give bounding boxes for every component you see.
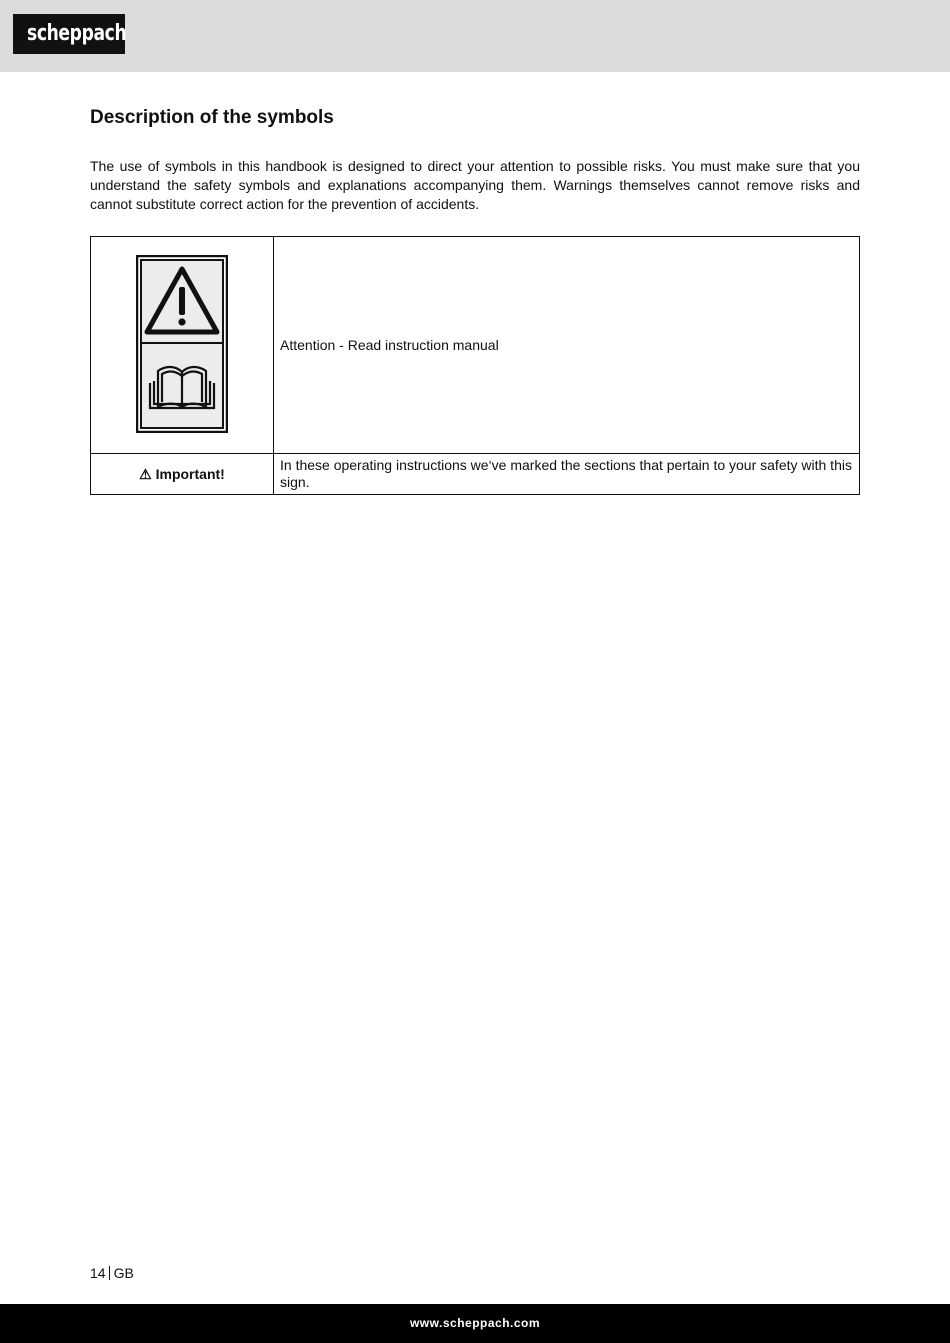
important-description: In these operating instructions we‘ve marked the sections that pertain to your safety with this sign. bbox=[274, 454, 860, 495]
table-row bbox=[91, 237, 860, 454]
intro-paragraph: The use of symbols in this handbook is designed to direct your attention to possible risks. You must make sure that you understand the safety symbols and explanations accompanying them. Warnings themselves cannot remove risks and cannot substitute correct action for the prevention of accidents. bbox=[90, 158, 860, 212]
website-link[interactable]: www.scheppach.com bbox=[409, 1316, 541, 1330]
warning-read-manual-icon bbox=[136, 255, 228, 433]
page-number: 14 bbox=[90, 1265, 106, 1281]
page-separator bbox=[109, 1266, 110, 1280]
warning-triangle-icon: ⚠ bbox=[139, 465, 152, 482]
page-header bbox=[0, 0, 950, 72]
section-title: Description of the symbols bbox=[90, 107, 334, 128]
table-row bbox=[91, 454, 860, 495]
important-label: Important! bbox=[155, 465, 225, 482]
language-code: GB bbox=[113, 1265, 134, 1281]
scheppach-logo: scheppach bbox=[13, 14, 125, 54]
symbols-table bbox=[90, 236, 860, 495]
page-footer-number bbox=[90, 1265, 134, 1281]
symbol-description: Attention - Read instruction manual bbox=[274, 237, 860, 454]
page-footer-bar bbox=[0, 1304, 950, 1343]
symbol-cell bbox=[91, 237, 274, 454]
important-label-cell bbox=[91, 454, 274, 495]
